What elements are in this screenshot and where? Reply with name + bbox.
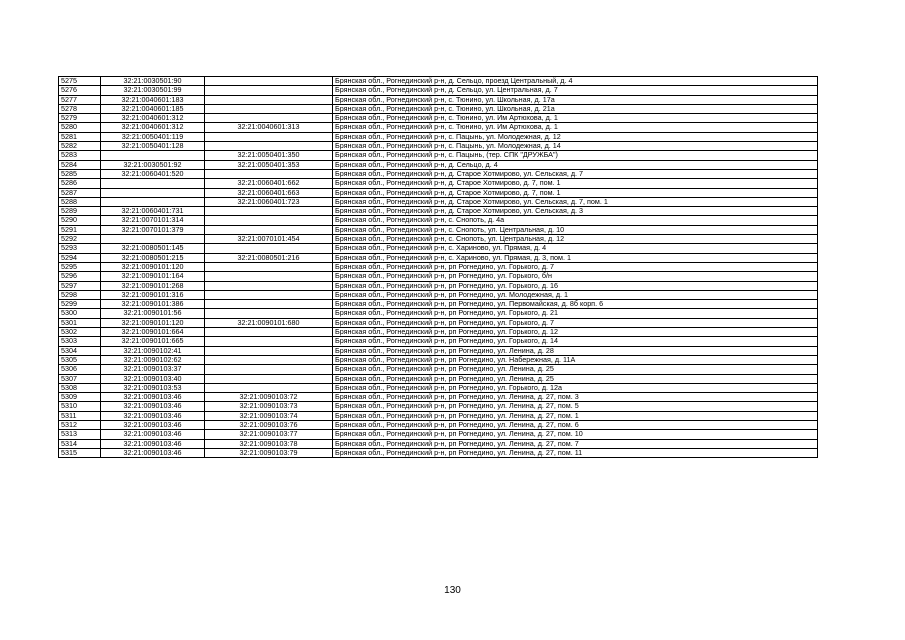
table-row: [59, 402, 818, 411]
object-cadastral-number-cell: 32:21:0070101:454: [205, 235, 333, 244]
cadastral-number-cell: 32:21:0090102:62: [101, 355, 205, 364]
row-number-cell: 5298: [59, 290, 101, 299]
object-cadastral-number-cell: 32:21:0090103:79: [205, 448, 333, 457]
address-cell: Брянская обл., Рогнединский р-н, рп Рогнедино, ул. Горького, д. 12: [333, 328, 818, 337]
table-row: [59, 188, 818, 197]
table-row: [59, 439, 818, 448]
row-number-cell: 5281: [59, 132, 101, 141]
table-row: [59, 216, 818, 225]
row-number-cell: 5280: [59, 123, 101, 132]
cadastral-number-cell: 32:21:0090102:41: [101, 346, 205, 355]
object-cadastral-number-cell: [205, 95, 333, 104]
object-cadastral-number-cell: [205, 244, 333, 253]
cadastral-number-cell: 32:21:0090103:53: [101, 383, 205, 392]
object-cadastral-number-cell: 32:21:0050401:353: [205, 160, 333, 169]
table-row: [59, 337, 818, 346]
object-cadastral-number-cell: 32:21:0080501:216: [205, 253, 333, 262]
table-row: [59, 95, 818, 104]
table-row: [59, 411, 818, 420]
table-row: [59, 179, 818, 188]
table-row: [59, 374, 818, 383]
cadastral-number-cell: 32:21:0030501:99: [101, 86, 205, 95]
address-cell: Брянская обл., Рогнединский р-н, рп Рогнедино, ул. Ленина, д. 25: [333, 374, 818, 383]
address-cell: Брянская обл., Рогнединский р-н, рп Рогнедино, ул. Ленина, д. 28: [333, 346, 818, 355]
address-cell: Брянская обл., Рогнединский р-н, рп Рогнедино, ул. Набережная, д. 11А: [333, 355, 818, 364]
address-cell: Брянская обл., Рогнединский р-н, с. Пацынь, (тер. СПК "ДРУЖБА"): [333, 151, 818, 160]
object-cadastral-number-cell: [205, 355, 333, 364]
cadastral-number-cell: 32:21:0060401:520: [101, 169, 205, 178]
table-row: [59, 253, 818, 262]
cadastral-number-cell: 32:21:0080501:145: [101, 244, 205, 253]
cadastral-number-cell: 32:21:0090103:46: [101, 402, 205, 411]
row-number-cell: 5310: [59, 402, 101, 411]
object-cadastral-number-cell: [205, 169, 333, 178]
row-number-cell: 5295: [59, 262, 101, 271]
row-number-cell: 5306: [59, 365, 101, 374]
object-cadastral-number-cell: [205, 365, 333, 374]
address-cell: Брянская обл., Рогнединский р-н, рп Рогнедино, ул. Ленина, д. 27, пом. 11: [333, 448, 818, 457]
table-row: [59, 290, 818, 299]
table-row: [59, 346, 818, 355]
cadastral-number-cell: 32:21:0090103:37: [101, 365, 205, 374]
row-number-cell: 5290: [59, 216, 101, 225]
object-cadastral-number-cell: 32:21:0060401:662: [205, 179, 333, 188]
cadastral-number-cell: [101, 188, 205, 197]
cadastral-number-cell: 32:21:0090101:386: [101, 300, 205, 309]
object-cadastral-number-cell: [205, 281, 333, 290]
object-cadastral-number-cell: [205, 104, 333, 113]
row-number-cell: 5311: [59, 411, 101, 420]
cadastral-number-cell: 32:21:0050401:128: [101, 142, 205, 151]
cadastral-number-cell: 32:21:0090103:46: [101, 393, 205, 402]
address-cell: Брянская обл., Рогнединский р-н, д. Старое Хотмирово, ул. Сельская, д. 7: [333, 169, 818, 178]
row-number-cell: 5291: [59, 225, 101, 234]
address-cell: Брянская обл., Рогнединский р-н, с. Тюнино, ул. Им Артюхова, д. 1: [333, 114, 818, 123]
cadastral-number-cell: 32:21:0040601:183: [101, 95, 205, 104]
row-number-cell: 5283: [59, 151, 101, 160]
row-number-cell: 5301: [59, 318, 101, 327]
object-cadastral-number-cell: 32:21:0090103:77: [205, 430, 333, 439]
cadastral-number-cell: 32:21:0030501:90: [101, 77, 205, 86]
object-cadastral-number-cell: [205, 337, 333, 346]
cadastral-number-cell: 32:21:0090103:46: [101, 430, 205, 439]
address-cell: Брянская обл., Рогнединский р-н, рп Рогнедино, ул. Первомайская, д. 8б корп. 6: [333, 300, 818, 309]
cadastral-number-cell: 32:21:0090103:46: [101, 420, 205, 429]
row-number-cell: 5302: [59, 328, 101, 337]
table-row: [59, 365, 818, 374]
row-number-cell: 5303: [59, 337, 101, 346]
object-cadastral-number-cell: [205, 207, 333, 216]
address-cell: Брянская обл., Рогнединский р-н, рп Рогнедино, ул. Горького, д. 14: [333, 337, 818, 346]
object-cadastral-number-cell: 32:21:0060401:723: [205, 197, 333, 206]
table-row: [59, 151, 818, 160]
row-number-cell: 5299: [59, 300, 101, 309]
object-cadastral-number-cell: 32:21:0090103:72: [205, 393, 333, 402]
table-row: [59, 393, 818, 402]
cadastral-number-cell: 32:21:0080501:215: [101, 253, 205, 262]
row-number-cell: 5309: [59, 393, 101, 402]
table-row: [59, 225, 818, 234]
row-number-cell: 5313: [59, 430, 101, 439]
cadastral-number-cell: [101, 197, 205, 206]
table-row: [59, 207, 818, 216]
registry-table-body: [59, 77, 818, 458]
cadastral-number-cell: [101, 179, 205, 188]
row-number-cell: 5277: [59, 95, 101, 104]
address-cell: Брянская обл., Рогнединский р-н, с. Пацынь, ул. Молодежная, д. 12: [333, 132, 818, 141]
cadastral-number-cell: 32:21:0090103:46: [101, 411, 205, 420]
object-cadastral-number-cell: [205, 309, 333, 318]
address-cell: Брянская обл., Рогнединский р-н, рп Рогнедино, ул. Ленина, д. 27, пом. 3: [333, 393, 818, 402]
table-row: [59, 355, 818, 364]
table-row: [59, 244, 818, 253]
row-number-cell: 5279: [59, 114, 101, 123]
address-cell: Брянская обл., Рогнединский р-н, рп Рогнедино, ул. Горького, б/н: [333, 272, 818, 281]
object-cadastral-number-cell: 32:21:0050401:350: [205, 151, 333, 160]
address-cell: Брянская обл., Рогнединский р-н, д. Сельцо, проезд Центральный, д. 4: [333, 77, 818, 86]
row-number-cell: 5287: [59, 188, 101, 197]
cadastral-number-cell: 32:21:0090103:46: [101, 448, 205, 457]
address-cell: Брянская обл., Рогнединский р-н, д. Старое Хотмирово, ул. Сельская, д. 3: [333, 207, 818, 216]
cadastral-number-cell: 32:21:0090101:56: [101, 309, 205, 318]
object-cadastral-number-cell: [205, 142, 333, 151]
object-cadastral-number-cell: [205, 290, 333, 299]
table-row: [59, 132, 818, 141]
table-row: [59, 123, 818, 132]
cadastral-number-cell: 32:21:0090101:268: [101, 281, 205, 290]
table-row: [59, 300, 818, 309]
row-number-cell: 5294: [59, 253, 101, 262]
cadastral-number-cell: 32:21:0030501:92: [101, 160, 205, 169]
row-number-cell: 5275: [59, 77, 101, 86]
object-cadastral-number-cell: 32:21:0090103:74: [205, 411, 333, 420]
object-cadastral-number-cell: [205, 272, 333, 281]
row-number-cell: 5315: [59, 448, 101, 457]
cadastral-number-cell: 32:21:0090103:40: [101, 374, 205, 383]
object-cadastral-number-cell: [205, 225, 333, 234]
address-cell: Брянская обл., Рогнединский р-н, д. Сельцо, д. 4: [333, 160, 818, 169]
object-cadastral-number-cell: [205, 346, 333, 355]
table-row: [59, 77, 818, 86]
table-row: [59, 114, 818, 123]
cadastral-number-cell: 32:21:0090101:120: [101, 318, 205, 327]
row-number-cell: 5304: [59, 346, 101, 355]
table-row: [59, 262, 818, 271]
address-cell: Брянская обл., Рогнединский р-н, д. Старое Хотмирово, д. 7, пом. 1: [333, 188, 818, 197]
cadastral-number-cell: 32:21:0050401:119: [101, 132, 205, 141]
address-cell: Брянская обл., Рогнединский р-н, д. Старое Хотмирово, ул. Сельская, д. 7, пом. 1: [333, 197, 818, 206]
row-number-cell: 5288: [59, 197, 101, 206]
table-row: [59, 86, 818, 95]
row-number-cell: 5278: [59, 104, 101, 113]
address-cell: Брянская обл., Рогнединский р-н, рп Рогнедино, ул. Горького, д. 7: [333, 318, 818, 327]
object-cadastral-number-cell: [205, 86, 333, 95]
address-cell: Брянская обл., Рогнединский р-н, рп Рогнедино, ул. Горького, д. 7: [333, 262, 818, 271]
row-number-cell: 5308: [59, 383, 101, 392]
address-cell: Брянская обл., Рогнединский р-н, рп Рогнедино, ул. Ленина, д. 27, пом. 10: [333, 430, 818, 439]
row-number-cell: 5282: [59, 142, 101, 151]
address-cell: Брянская обл., Рогнединский р-н, рп Рогнедино, ул. Ленина, д. 27, пом. 5: [333, 402, 818, 411]
address-cell: Брянская обл., Рогнединский р-н, с. Снопоть, д. 4а: [333, 216, 818, 225]
cadastral-number-cell: 32:21:0090101:120: [101, 262, 205, 271]
cadastral-number-cell: 32:21:0070101:314: [101, 216, 205, 225]
address-cell: Брянская обл., Рогнединский р-н, д. Сельцо, ул. Центральная, д. 7: [333, 86, 818, 95]
table-row: [59, 197, 818, 206]
address-cell: Брянская обл., Рогнединский р-н, с. Пацынь, ул. Молодежная, д. 14: [333, 142, 818, 151]
object-cadastral-number-cell: 32:21:0090103:76: [205, 420, 333, 429]
row-number-cell: 5297: [59, 281, 101, 290]
address-cell: Брянская обл., Рогнединский р-н, рп Рогнедино, ул. Горького, д. 16: [333, 281, 818, 290]
object-cadastral-number-cell: [205, 383, 333, 392]
row-number-cell: 5286: [59, 179, 101, 188]
address-cell: Брянская обл., Рогнединский р-н, рп Рогнедино, ул. Ленина, д. 25: [333, 365, 818, 374]
object-cadastral-number-cell: [205, 374, 333, 383]
address-cell: Брянская обл., Рогнединский р-н, с. Тюнино, ул. Школьная, д. 21а: [333, 104, 818, 113]
address-cell: Брянская обл., Рогнединский р-н, с. Тюнино, ул. Школьная, д. 17а: [333, 95, 818, 104]
row-number-cell: 5285: [59, 169, 101, 178]
object-cadastral-number-cell: [205, 262, 333, 271]
address-cell: Брянская обл., Рогнединский р-н, с. Хариново, ул. Прямая, д. 3, пом. 1: [333, 253, 818, 262]
object-cadastral-number-cell: [205, 216, 333, 225]
object-cadastral-number-cell: 32:21:0090103:78: [205, 439, 333, 448]
page-number: 130: [444, 585, 461, 596]
table-row: [59, 430, 818, 439]
row-number-cell: 5296: [59, 272, 101, 281]
cadastral-number-cell: 32:21:0040601:185: [101, 104, 205, 113]
table-row: [59, 104, 818, 113]
address-cell: Брянская обл., Рогнединский р-н, с. Хариново, ул. Прямая, д. 4: [333, 244, 818, 253]
object-cadastral-number-cell: [205, 132, 333, 141]
cadastral-number-cell: 32:21:0060401:731: [101, 207, 205, 216]
address-cell: Брянская обл., Рогнединский р-н, рп Рогнедино, ул. Горького, д. 21: [333, 309, 818, 318]
address-cell: Брянская обл., Рогнединский р-н, рп Рогнедино, ул. Ленина, д. 27, пом. 1: [333, 411, 818, 420]
cadastral-number-cell: [101, 235, 205, 244]
object-cadastral-number-cell: [205, 114, 333, 123]
table-row: [59, 309, 818, 318]
cadastral-number-cell: 32:21:0090103:46: [101, 439, 205, 448]
address-cell: Брянская обл., Рогнединский р-н, рп Рогнедино, ул. Горького, д. 12а: [333, 383, 818, 392]
row-number-cell: 5312: [59, 420, 101, 429]
row-number-cell: 5289: [59, 207, 101, 216]
row-number-cell: 5314: [59, 439, 101, 448]
table-row: [59, 272, 818, 281]
row-number-cell: 5292: [59, 235, 101, 244]
cadastral-number-cell: 32:21:0070101:379: [101, 225, 205, 234]
table-row: [59, 318, 818, 327]
address-cell: Брянская обл., Рогнединский р-н, рп Рогнедино, ул. Ленина, д. 27, пом. 6: [333, 420, 818, 429]
address-cell: Брянская обл., Рогнединский р-н, д. Старое Хотмирово, д. 7, пом. 1: [333, 179, 818, 188]
row-number-cell: 5305: [59, 355, 101, 364]
row-number-cell: 5284: [59, 160, 101, 169]
table-row: [59, 448, 818, 457]
object-cadastral-number-cell: [205, 300, 333, 309]
row-number-cell: 5293: [59, 244, 101, 253]
cadastral-number-cell: 32:21:0040601:312: [101, 114, 205, 123]
object-cadastral-number-cell: 32:21:0040601:313: [205, 123, 333, 132]
cadastral-number-cell: 32:21:0090101:664: [101, 328, 205, 337]
object-cadastral-number-cell: [205, 328, 333, 337]
address-cell: Брянская обл., Рогнединский р-н, с. Снопоть, ул. Центральная, д. 10: [333, 225, 818, 234]
table-row: [59, 142, 818, 151]
table-row: [59, 160, 818, 169]
property-registry-table: [58, 76, 818, 458]
address-cell: Брянская обл., Рогнединский р-н, с. Снопоть, ул. Центральная, д. 12: [333, 235, 818, 244]
row-number-cell: 5276: [59, 86, 101, 95]
cadastral-number-cell: 32:21:0090101:164: [101, 272, 205, 281]
cadastral-number-cell: 32:21:0040601:312: [101, 123, 205, 132]
table-row: [59, 235, 818, 244]
table-row: [59, 420, 818, 429]
object-cadastral-number-cell: 32:21:0060401:663: [205, 188, 333, 197]
row-number-cell: 5300: [59, 309, 101, 318]
cadastral-number-cell: [101, 151, 205, 160]
table-row: [59, 383, 818, 392]
table-row: [59, 169, 818, 178]
row-number-cell: 5307: [59, 374, 101, 383]
address-cell: Брянская обл., Рогнединский р-н, с. Тюнино, ул. Им Артюхова, д. 1: [333, 123, 818, 132]
table-row: [59, 281, 818, 290]
address-cell: Брянская обл., Рогнединский р-н, рп Рогнедино, ул. Молодежная, д. 1: [333, 290, 818, 299]
cadastral-number-cell: 32:21:0090101:316: [101, 290, 205, 299]
table-row: [59, 328, 818, 337]
object-cadastral-number-cell: 32:21:0090103:73: [205, 402, 333, 411]
object-cadastral-number-cell: 32:21:0090101:680: [205, 318, 333, 327]
cadastral-number-cell: 32:21:0090101:665: [101, 337, 205, 346]
object-cadastral-number-cell: [205, 77, 333, 86]
address-cell: Брянская обл., Рогнединский р-н, рп Рогнедино, ул. Ленина, д. 27, пом. 7: [333, 439, 818, 448]
